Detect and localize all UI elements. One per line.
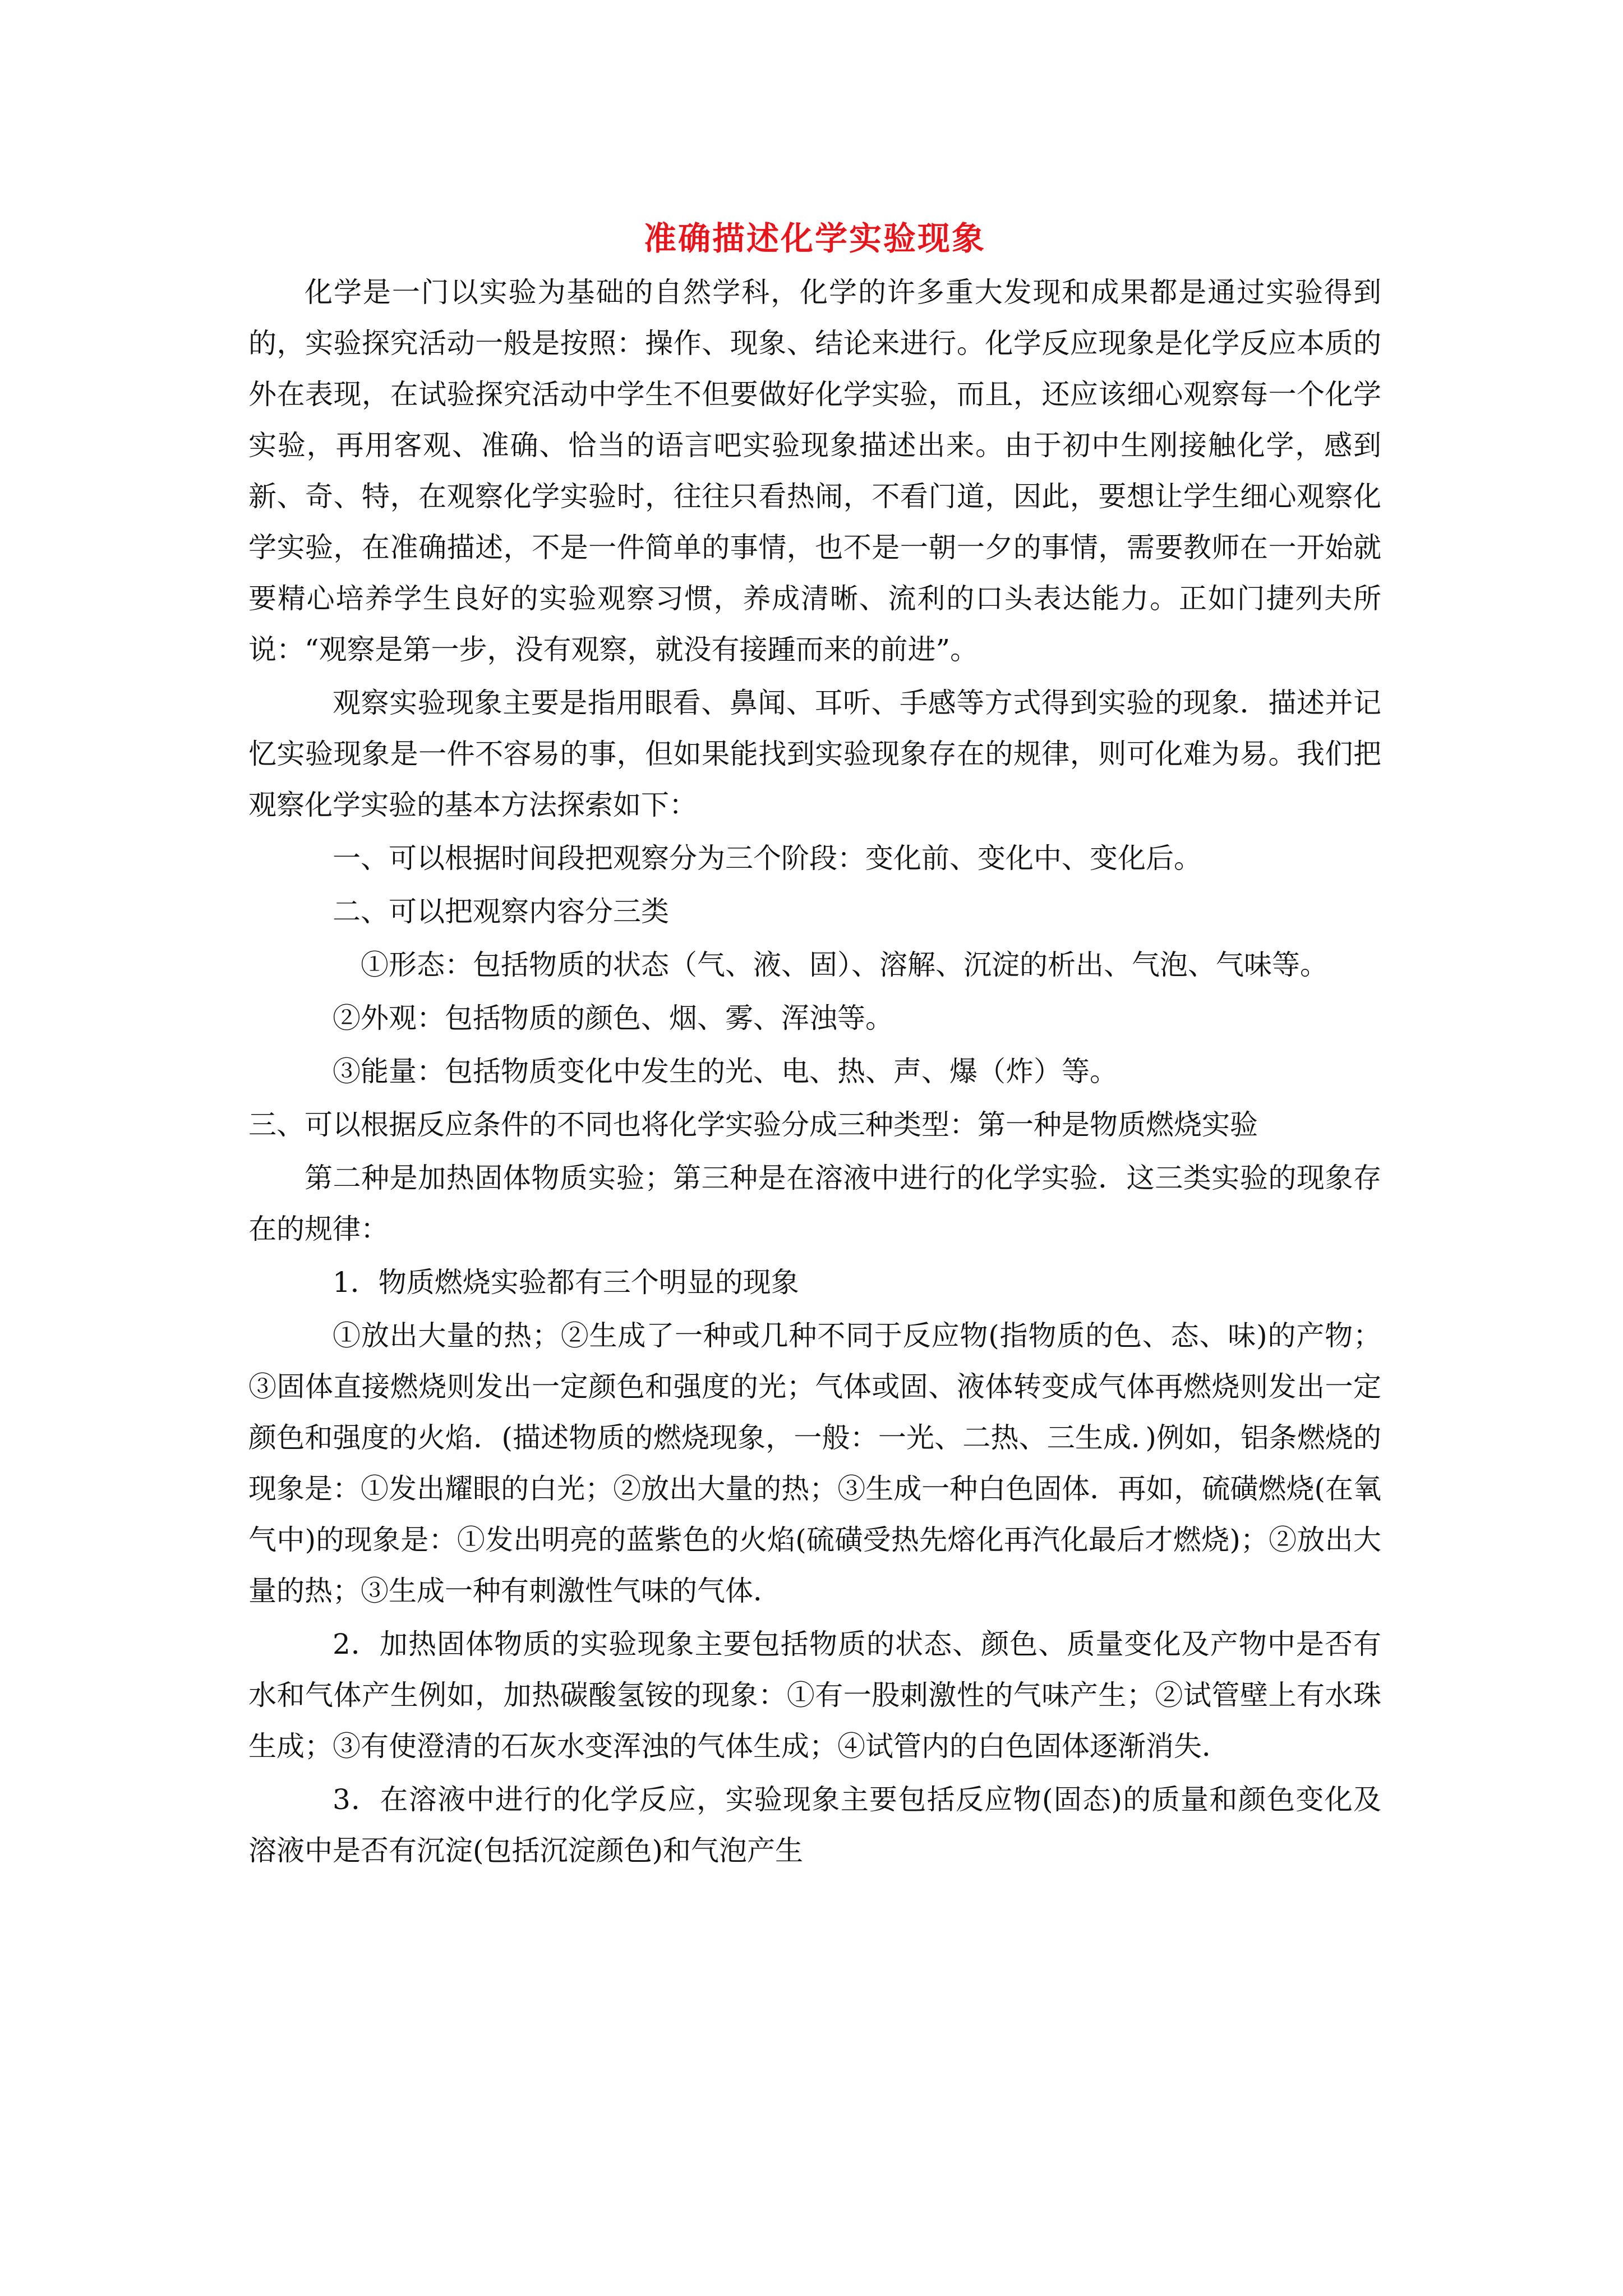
paragraph-point-three: 三、可以根据反应条件的不同也将化学实验分成三种类型：第一种是物质燃烧实验 (248, 1108, 1258, 1141)
paragraph-solution-reactions: 3．在溶液中进行的化学反应，实验现象主要包括反应物(固态)的质量和颜色变化及溶液中是否有沉淀(包括沉淀颜色)和气泡产生 (248, 1783, 1381, 1867)
document-title: 准确描述化学实验现象 (643, 219, 986, 257)
paragraph-point-two: 二、可以把观察内容分三类 (333, 895, 669, 928)
paragraph-form: ①形态：包括物质的状态（气、液、固）、溶解、沉淀的析出、气泡、气味等。 (361, 949, 1328, 981)
paragraph-intro: 化学是一门以实验为基础的自然学科，化学的许多重大发现和成果都是通过实验得到的，实验探究活动一般是按照：操作、现象、结论来进行。化学反应现象是化学反应本质的外在表现，在试验探究活动中学生不但要做好化学实验，而且，还应该细心观察每一个化学实验，再用客观、准确、恰当的语言吧实验现象描述出来。由于初中生刚接触化学，感到新、奇、特，在观察化学实验时，往往只看热闹，不看门道，因此，要想让学生细心观察化学实验，在准确描述，不是一件简单的事情，也不是一朝一夕的事情，需要教师在一开始就要精心培养学生良好的实验观察习惯，养成清晰、流利的口头表达能力。正如门捷列夫所说：“观察是第一步，没有观察，就没有接踵而来的前进”。 (248, 276, 1381, 666)
document-page (248, 213, 1381, 1876)
paragraph-combustion-heading: 1．物质燃烧实验都有三个明显的现象 (333, 1266, 799, 1299)
paragraph-appearance: ②外观：包括物质的颜色、烟、雾、浑浊等。 (333, 1002, 893, 1034)
paragraph-observation-methods: 观察实验现象主要是指用眼看、鼻闻、耳听、手感等方式得到实验的现象．描述并记忆实验现象是一件不容易的事，但如果能找到实验现象存在的规律，则可化难为易。我们把观察化学实验的基本方法探索如下： (248, 687, 1381, 821)
paragraph-energy: ③能量：包括物质变化中发生的光、电、热、声、爆（炸）等。 (333, 1055, 1118, 1088)
paragraph-combustion-details: ①放出大量的热；②生成了一种或几种不同于反应物(指物质的色、态、味)的产物；③固体直接燃烧则发出一定颜色和强度的光；气体或固、液体转变成气体再燃烧则发出一定颜色和强度的火焰．(描述物质的燃烧现象，一般：一光、二热、三生成．)例如，铝条燃烧的现象是：①发出耀眼的白光；②放出大量的热；③生成一种白色固体．再如，硫磺燃烧(在氧气中)的现象是：①发出明亮的蓝紫色的火焰(硫磺受热先熔化再汽化最后才燃烧)；②放出大量的热；③生成一种有刺激性气味的气体． (248, 1319, 1381, 1607)
paragraph-point-one: 一、可以根据时间段把观察分为三个阶段：变化前、变化中、变化后。 (333, 842, 1202, 875)
paragraph-experiment-types: 第二种是加热固体物质实验；第三种是在溶液中进行的化学实验．这三类实验的现象存在的规律： (248, 1162, 1381, 1245)
paragraph-heating-solids: 2．加热固体物质的实验现象主要包括物质的状态、颜色、质量变化及产物中是否有水和气体产生例如，加热碳酸氢铵的现象：①有一股刺激性的气味产生；②试管壁上有水珠生成；③有使澄清的石灰水变浑浊的气体生成；④试管内的白色固体逐渐消失． (248, 1628, 1381, 1763)
